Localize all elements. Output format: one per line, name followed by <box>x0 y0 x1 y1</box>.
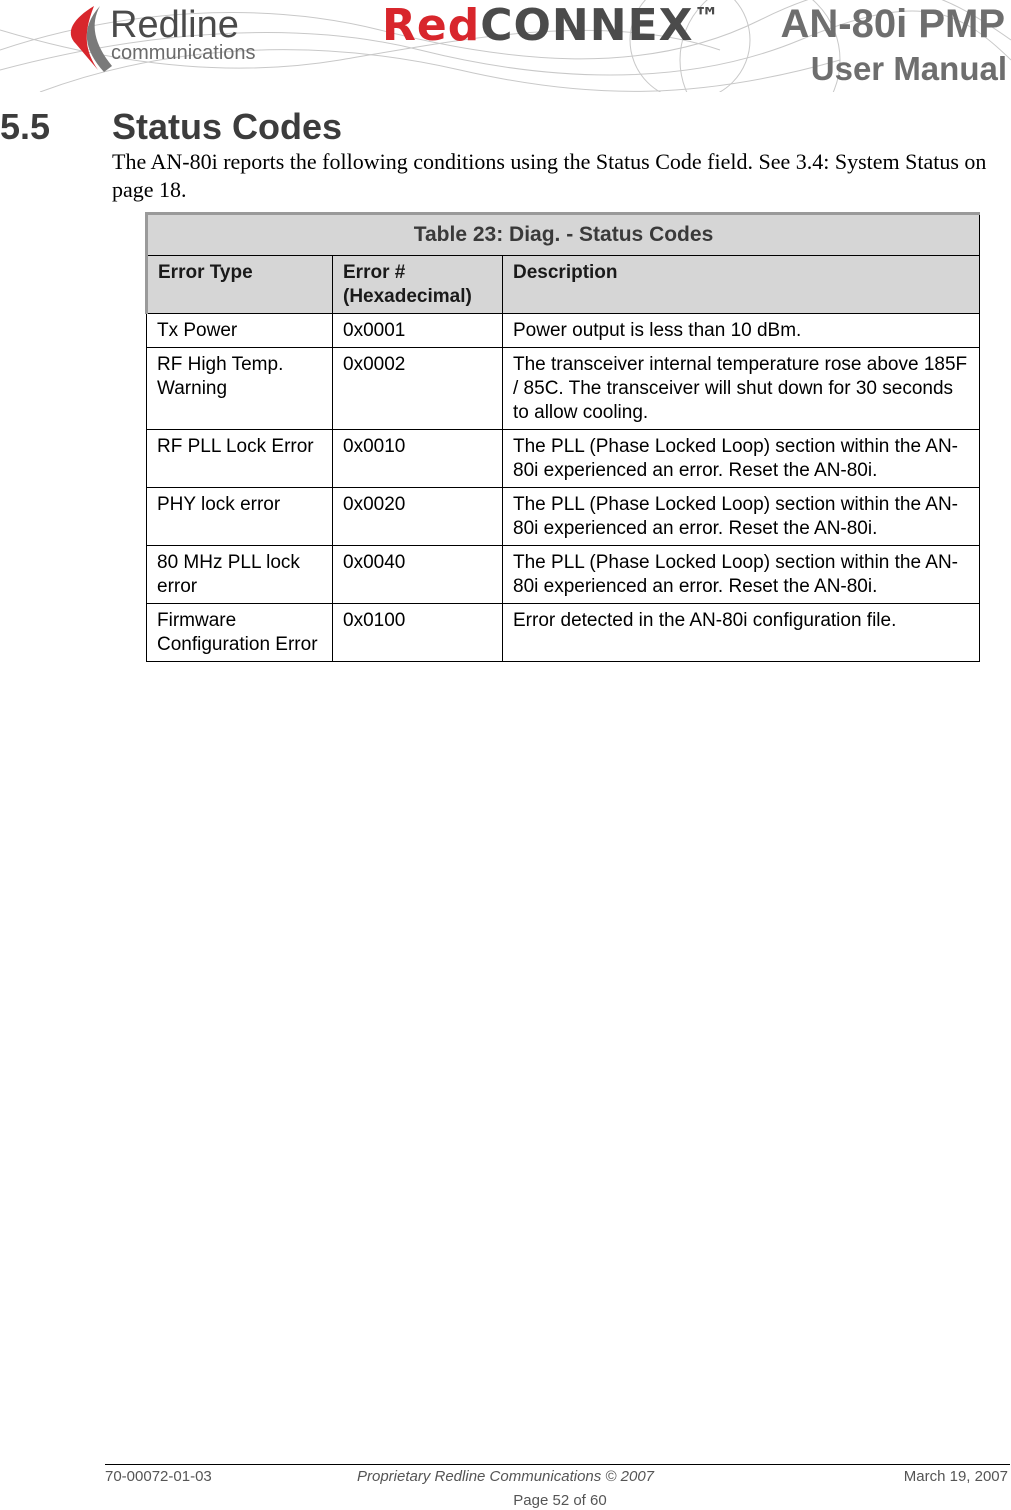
section-number: 5.5 <box>0 106 51 147</box>
column-header: Error Type <box>147 256 333 314</box>
error-type-cell: PHY lock error <box>147 488 333 546</box>
table-row <box>147 348 980 430</box>
description-cell: The PLL (Phase Locked Loop) section within the AN-80i experienced an error. Reset the AN-80i. <box>503 546 980 604</box>
footer-copyright: Proprietary Redline Communications © 2007 <box>356 1468 655 1485</box>
table-header-row <box>147 256 980 314</box>
trademark-symbol: ™ <box>693 3 721 33</box>
table-row <box>147 314 980 348</box>
description-cell: The transceiver internal temperature rose above 185F / 85C. The transceiver will shut down for 30 seconds to allow cooling. <box>503 348 980 430</box>
error-code-cell: 0x0002 <box>333 348 503 430</box>
table-caption-title: Diag. - Status Codes <box>509 223 714 246</box>
table-caption-separator: : <box>496 223 510 246</box>
page-number: Page 52 of 60 <box>513 1492 607 1509</box>
section-title: Status Codes <box>112 106 343 147</box>
manual-title: AN-80i PMP <box>780 2 1005 46</box>
table-row <box>147 430 980 488</box>
description-cell: Error detected in the AN-80i configuration file. <box>503 604 980 662</box>
error-code-cell: 0x0040 <box>333 546 503 604</box>
error-code-cell: 0x0001 <box>333 314 503 348</box>
footer-divider <box>105 1464 1010 1465</box>
company-subtitle: communications <box>111 42 256 64</box>
table-caption-row <box>147 214 980 256</box>
product-brand <box>382 0 721 51</box>
error-type-cell: RF High Temp. Warning <box>147 348 333 430</box>
footer-doc-number: 70-00072-01-03 <box>105 1468 212 1485</box>
table-caption-prefix: Table 23 <box>413 223 497 246</box>
description-cell: The PLL (Phase Locked Loop) section within the AN-80i experienced an error. Reset the AN-80i. <box>503 430 980 488</box>
status-codes-table <box>145 212 980 662</box>
company-name: Redline <box>110 4 239 46</box>
section-heading <box>0 106 342 148</box>
error-code-cell: 0x0020 <box>333 488 503 546</box>
error-type-cell: Tx Power <box>147 314 333 348</box>
footer-date: March 19, 2007 <box>903 1468 1008 1485</box>
description-cell: Power output is less than 10 dBm. <box>503 314 980 348</box>
product-brand-red: Red <box>382 0 481 51</box>
table-row <box>147 546 980 604</box>
table-caption <box>147 214 980 256</box>
product-brand-gray: CONNEX <box>480 0 694 51</box>
error-code-cell: 0x0010 <box>333 430 503 488</box>
column-header: Description <box>503 256 980 314</box>
intro-paragraph: The AN-80i reports the following conditions using the Status Code field. See 3.4: System Status on page 18. <box>112 149 987 202</box>
description-cell: The PLL (Phase Locked Loop) section within the AN-80i experienced an error. Reset the AN-80i. <box>503 488 980 546</box>
column-header: Error # (Hexadecimal) <box>333 256 503 314</box>
table-row <box>147 488 980 546</box>
error-code-cell: 0x0100 <box>333 604 503 662</box>
page-header <box>0 0 1011 92</box>
error-type-cell: RF PLL Lock Error <box>147 430 333 488</box>
manual-subtitle: User Manual <box>810 50 1007 87</box>
error-type-cell: 80 MHz PLL lock error <box>147 546 333 604</box>
table-row <box>147 604 980 662</box>
error-type-cell: Firmware Configuration Error <box>147 604 333 662</box>
